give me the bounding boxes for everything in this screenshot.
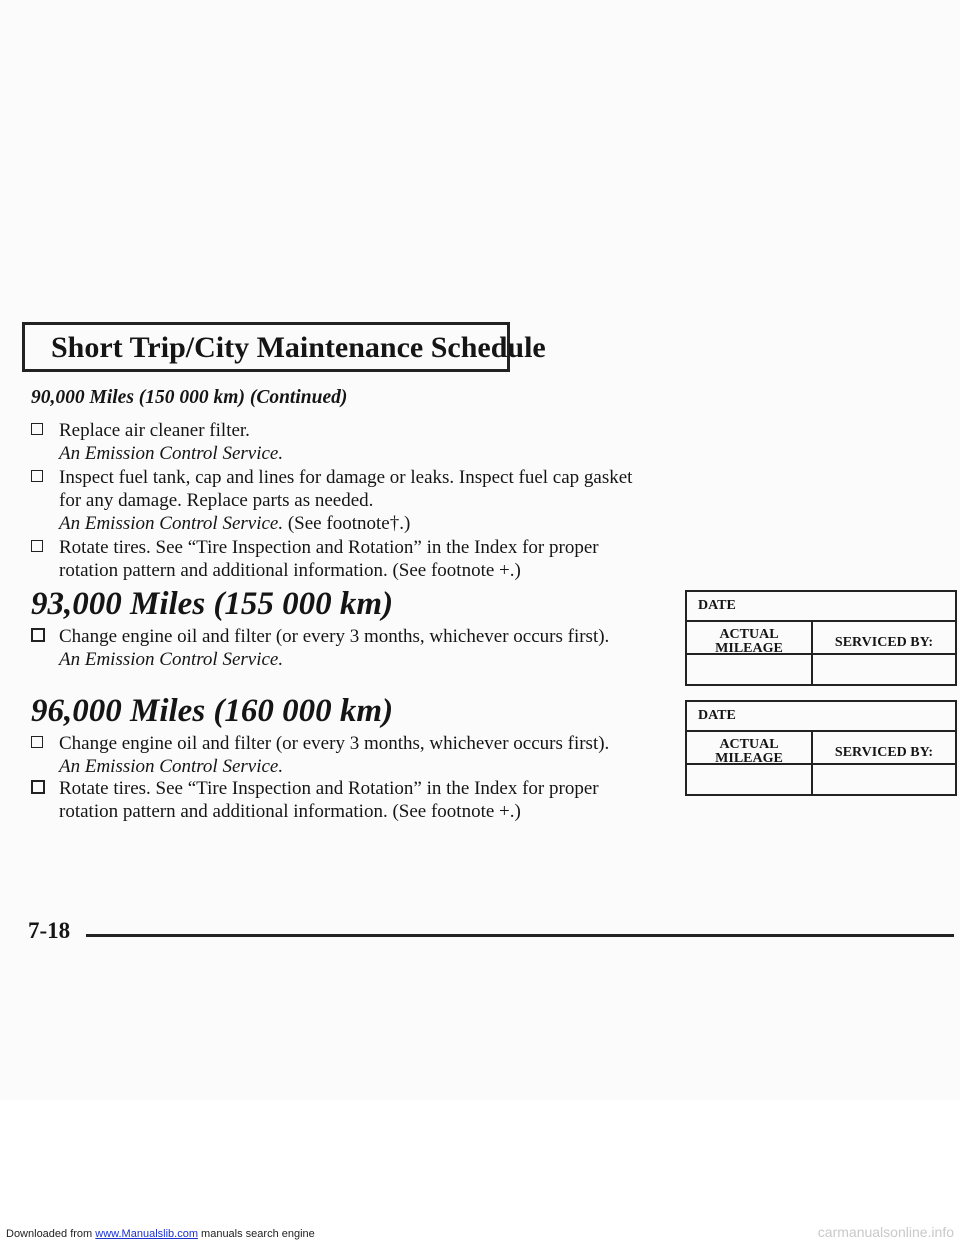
page-title: Short Trip/City Maintenance Schedule xyxy=(51,331,546,364)
checkbox[interactable] xyxy=(31,540,43,552)
title-box xyxy=(22,322,546,372)
item-text: Change engine oil and filter (or every 3 months, whichever occurs first). xyxy=(59,626,610,647)
table-divider xyxy=(687,620,955,622)
table-divider xyxy=(811,622,813,684)
mileage-label-line: MILEAGE xyxy=(715,751,783,766)
item-note-line xyxy=(59,512,410,535)
item-note: An Emission Control Service. xyxy=(59,513,284,534)
checkbox[interactable] xyxy=(31,470,43,482)
item-text: Rotate tires. See “Tire Inspection and Rotation” in the Index for proper xyxy=(59,778,599,799)
checkbox[interactable] xyxy=(31,423,43,435)
actual-mileage-label xyxy=(687,738,811,766)
item-note: An Emission Control Service. xyxy=(59,443,284,464)
section-heading-96k: 96,000 Miles (160 000 km) xyxy=(31,693,394,729)
service-record-table-93k xyxy=(685,590,957,686)
item-text: for any damage. Replace parts as needed. xyxy=(59,490,374,511)
mileage-label-line: MILEAGE xyxy=(715,641,783,656)
checkbox[interactable] xyxy=(31,736,43,748)
watermark: carmanualsonline.info xyxy=(817,1224,954,1240)
table-divider xyxy=(687,730,955,732)
item-note: An Emission Control Service. xyxy=(59,649,284,670)
mileage-label-line: ACTUAL xyxy=(719,737,779,752)
manualslib-link[interactable]: www.Manualslib.com xyxy=(95,1228,198,1240)
section-heading-93k: 93,000 Miles (155 000 km) xyxy=(31,586,394,622)
footer-suffix: manuals search engine xyxy=(197,1228,315,1240)
item-text: rotation pattern and additional information. (See footnote +.) xyxy=(59,560,521,581)
item-text: rotation pattern and additional information. (See footnote +.) xyxy=(59,801,521,822)
date-label: DATE xyxy=(698,708,736,723)
serviced-by-label: SERVICED BY: xyxy=(834,745,934,760)
item-text: Inspect fuel tank, cap and lines for damage or leaks. Inspect fuel cap gasket xyxy=(59,467,633,488)
checkbox[interactable] xyxy=(31,628,45,642)
bottom-band xyxy=(0,1100,960,1242)
checkbox[interactable] xyxy=(31,780,45,794)
download-footer xyxy=(6,1228,315,1240)
date-label: DATE xyxy=(698,598,736,613)
continued-heading: 90,000 Miles (150 000 km) (Continued) xyxy=(31,387,348,408)
item-note-suffix: (See footnote†.) xyxy=(283,513,411,534)
item-text: Replace air cleaner filter. xyxy=(59,420,250,441)
actual-mileage-label xyxy=(687,628,811,656)
table-divider xyxy=(811,732,813,794)
page-number: 7-18 xyxy=(28,918,71,943)
service-record-table-96k xyxy=(685,700,957,796)
footer-rule xyxy=(86,934,954,937)
item-text: Rotate tires. See “Tire Inspection and Rotation” in the Index for proper xyxy=(59,537,599,558)
footer-prefix: Downloaded from xyxy=(6,1228,96,1240)
serviced-by-label: SERVICED BY: xyxy=(834,635,934,650)
mileage-label-line: ACTUAL xyxy=(719,627,779,642)
item-note: An Emission Control Service. xyxy=(59,756,284,777)
item-text: Change engine oil and filter (or every 3 months, whichever occurs first). xyxy=(59,733,610,754)
